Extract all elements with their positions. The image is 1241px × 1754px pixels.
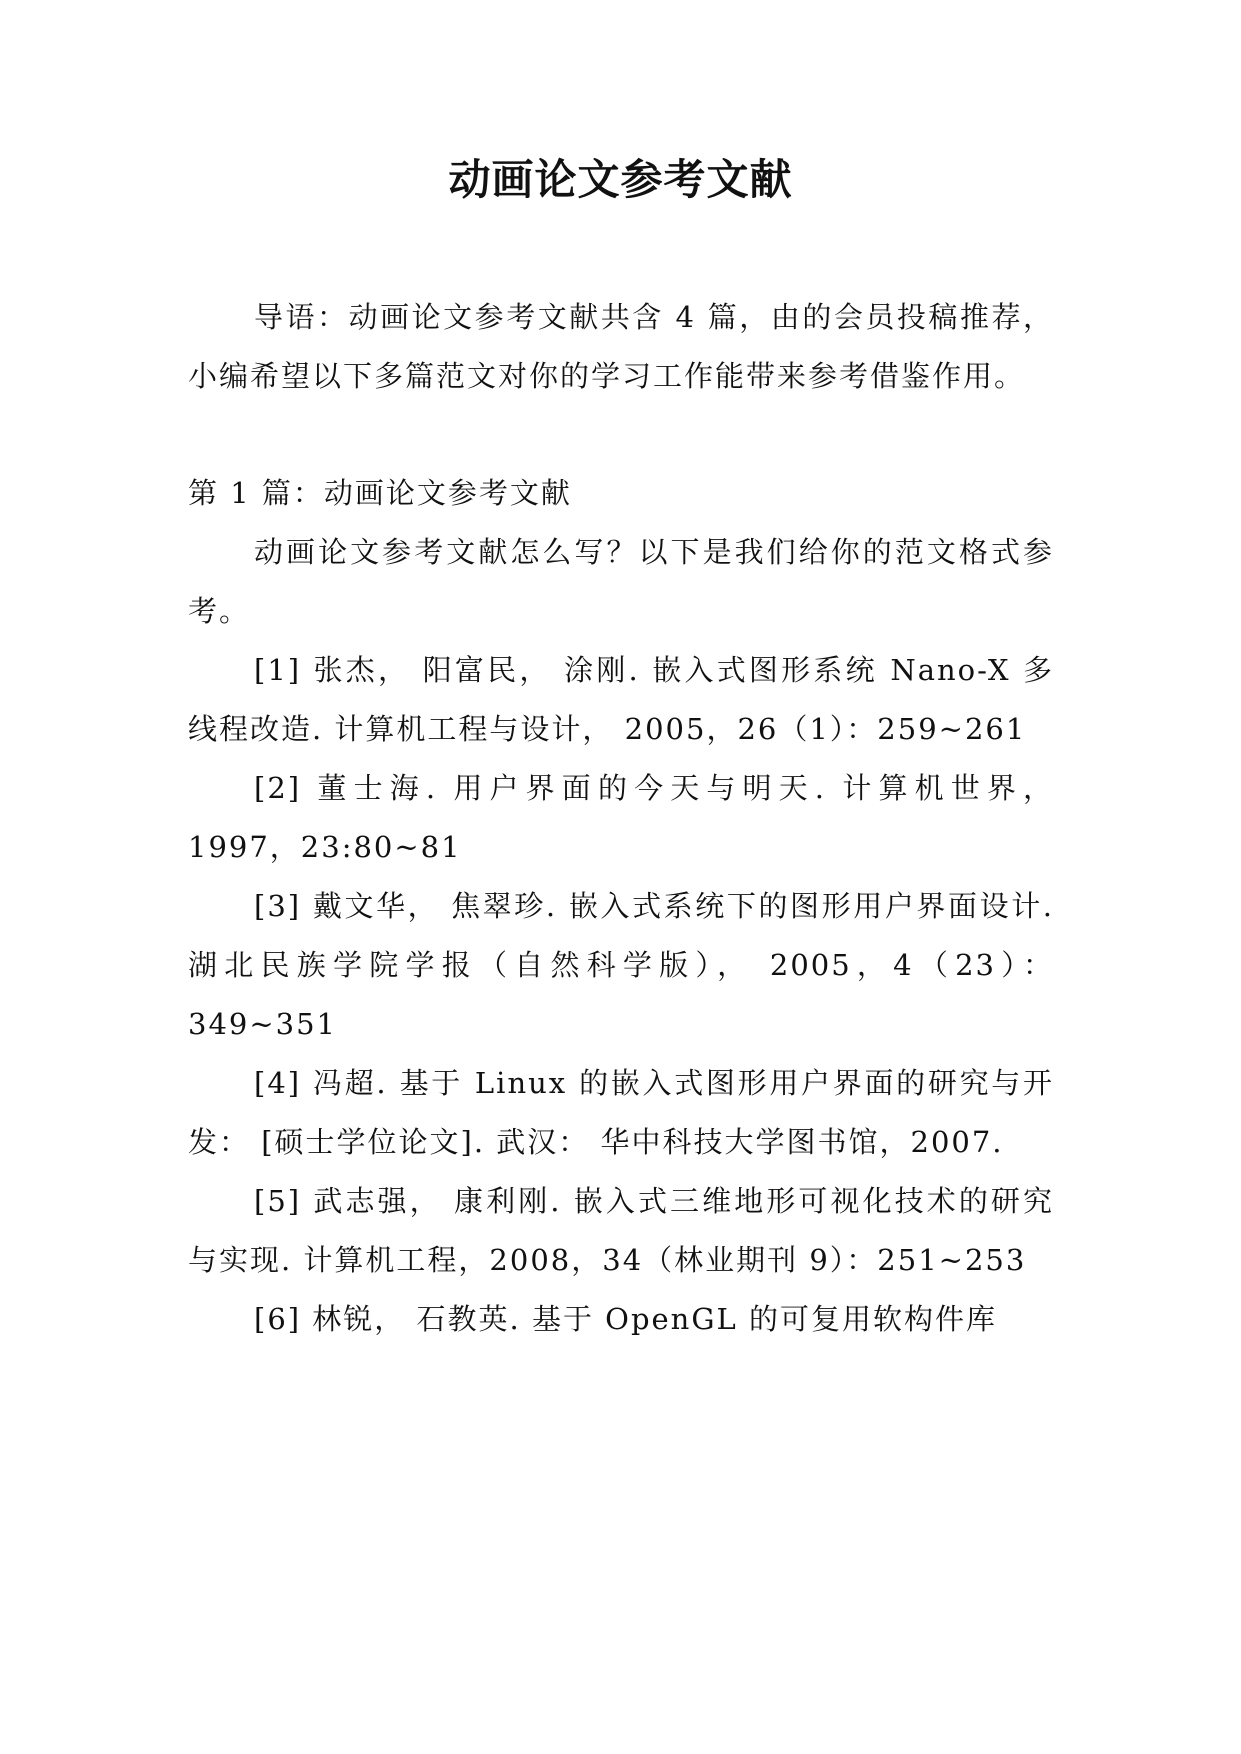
document-body	[188, 288, 1054, 1349]
section-heading: 第 1 篇：动画论文参考文献	[188, 476, 572, 510]
reference-item: [6] 林锐， 石教英. 基于 OpenGL 的可复用软构件库	[254, 1302, 997, 1336]
reference-item: [3] 戴文华， 焦翠珍. 嵌入式系统下的图形用户界面设计. 湖北民族学院学报（自然科学版）， 2005，4（23）：349~351	[188, 889, 1054, 1041]
reference-item: [4] 冯超. 基于 Linux 的嵌入式图形用户界面的研究与开发： [硕士学位论文]. 武汉： 华中科技大学图书馆，2007.	[188, 1066, 1054, 1159]
reference-item: [5] 武志强， 康利刚. 嵌入式三维地形可视化技术的研究与实现. 计算机工程，2008，34（林业期刊 9）：251~253	[188, 1184, 1054, 1277]
document-title: 动画论文参考文献	[448, 155, 793, 204]
section-intro-paragraph: 动画论文参考文献怎么写？以下是我们给你的范文格式参考。	[188, 535, 1054, 628]
reference-item: [2] 董士海. 用户界面的今天与明天. 计算机世界，1997，23:80~81	[188, 771, 1054, 864]
intro-paragraph: 导语：动画论文参考文献共含 4 篇，由的会员投稿推荐，小编希望以下多篇范文对你的学习工作能带来参考借鉴作用。	[188, 300, 1054, 393]
reference-item: [1] 张杰， 阳富民， 涂刚. 嵌入式图形系统 Nano-X 多线程改造. 计算机工程与设计， 2005，26（1）：259~261	[188, 653, 1054, 746]
